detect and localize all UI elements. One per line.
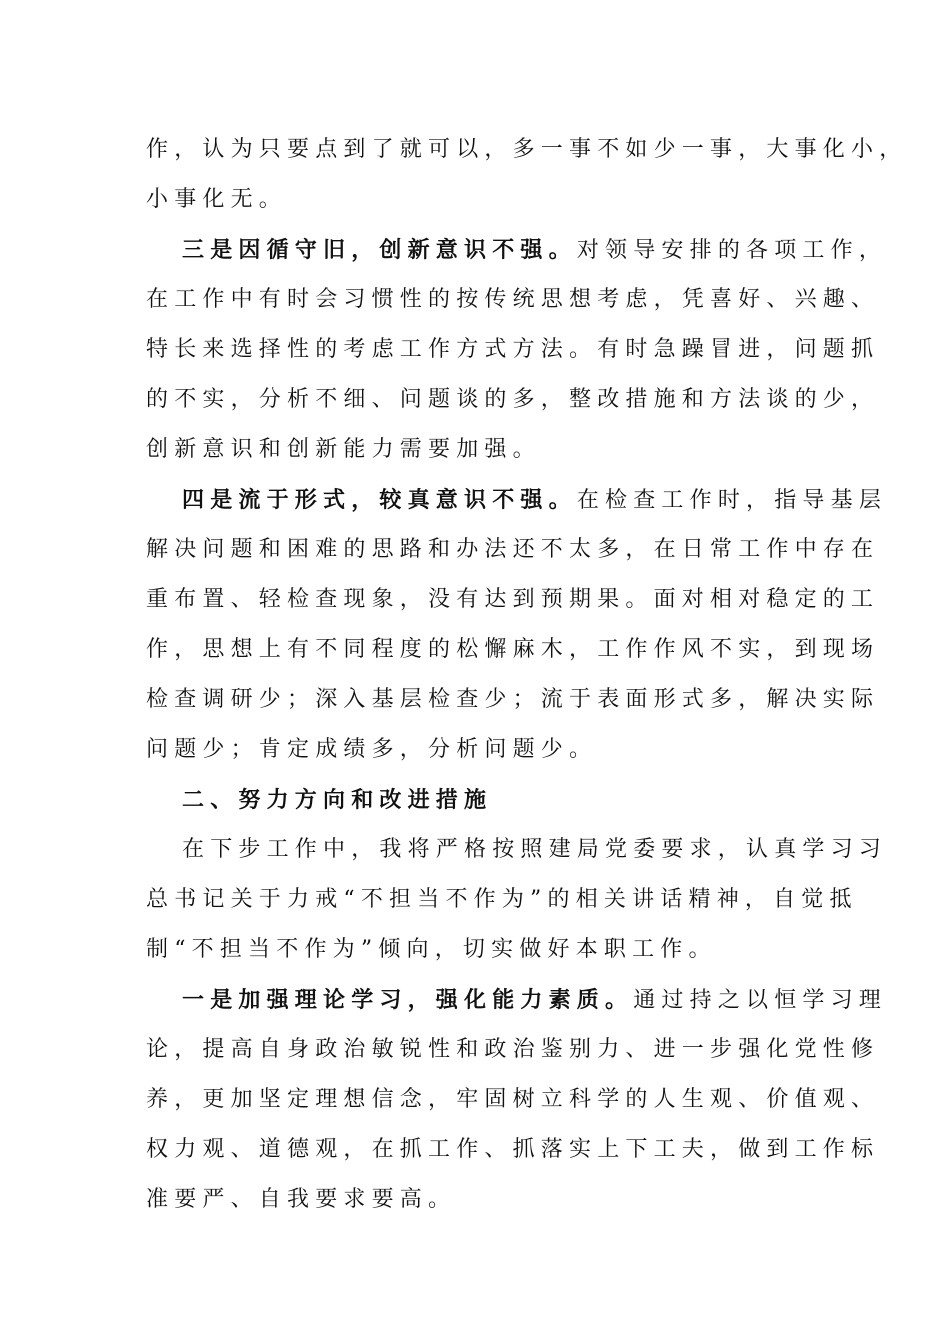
line-text: 养，更加坚定理想信念，牢固树立科学的人生观、价值观、 [146,1087,880,1112]
line-text: 权力观、道德观，在抓工作、抓落实上下工夫，做到工作标 [146,1137,880,1162]
line-text: 问题少；肯定成绩多，分析问题少。 [146,737,598,762]
line-text: 在检查工作时，指导基层 [576,488,888,513]
text-line [146,330,880,370]
section-heading: 二、努力方向和改进措施 [182,787,493,813]
line-text: 特长来选择性的考虑工作方式方法。有时急躁冒进，问题抓 [146,337,880,362]
line-text: 制“不担当不作为”倾向，切实做好本职工作。 [146,937,717,962]
line-text: 作，思想上有不同程度的松懈麻木，工作作风不实，到现场 [146,637,880,662]
text-line [146,280,880,320]
paragraph-heading: 一是加强理论学习，强化能力素质。 [182,987,634,1013]
paragraph-heading: 四是流于形式，较真意识不强。 [182,487,577,513]
line-text: 论，提高自身政治敏锐性和政治鉴别力、进一步强化党性修 [146,1037,880,1062]
text-line [146,730,836,770]
line-text: 在下步工作中，我将严格按照建局党委要求，认真学习习 [182,837,888,862]
paragraph-start-line [182,480,888,520]
text-line [146,680,880,720]
text-line [146,430,836,470]
paragraph-start-line [182,980,888,1020]
text-line [146,880,858,920]
line-text: 解决问题和困难的思路和办法还不太多，在日常工作中存在 [146,537,880,562]
text-line [146,580,880,620]
text-line [146,1180,836,1220]
line-text: 在工作中有时会习惯性的按传统思想考虑，凭喜好、兴趣、 [146,287,880,312]
text-line [146,380,880,420]
text-line [146,130,908,170]
line-text: 小事化无。 [146,187,288,212]
line-text: 作，认为只要点到了就可以，多一事不如少一事，大事化小， [146,137,908,162]
text-line [146,180,836,220]
section-heading-line [182,780,836,820]
paragraph-start-line [182,830,888,870]
line-text: 对领导安排的各项工作， [576,238,888,263]
text-line [146,630,880,670]
text-line [146,1030,880,1070]
line-text: 准要严、自我要求要高。 [146,1187,457,1212]
line-text: 总书记关于力戒“不担当不作为”的相关讲话精神，自觉抵 [146,887,858,912]
line-text: 通过持之以恒学习理 [633,988,888,1013]
line-text: 重布置、轻检查现象，没有达到预期果。面对相对稳定的工 [146,587,880,612]
line-text: 的不实，分析不细、问题谈的多，整改措施和方法谈的少， [146,387,880,412]
text-line [146,930,836,970]
line-text: 创新意识和创新能力需要加强。 [146,437,541,462]
text-line [146,530,880,570]
paragraph-heading: 三是因循守旧，创新意识不强。 [182,237,577,263]
text-line [146,1080,880,1120]
paragraph-start-line [182,230,888,270]
line-text: 检查调研少；深入基层检查少；流于表面形式多，解决实际 [146,687,880,712]
text-line [146,1130,880,1170]
